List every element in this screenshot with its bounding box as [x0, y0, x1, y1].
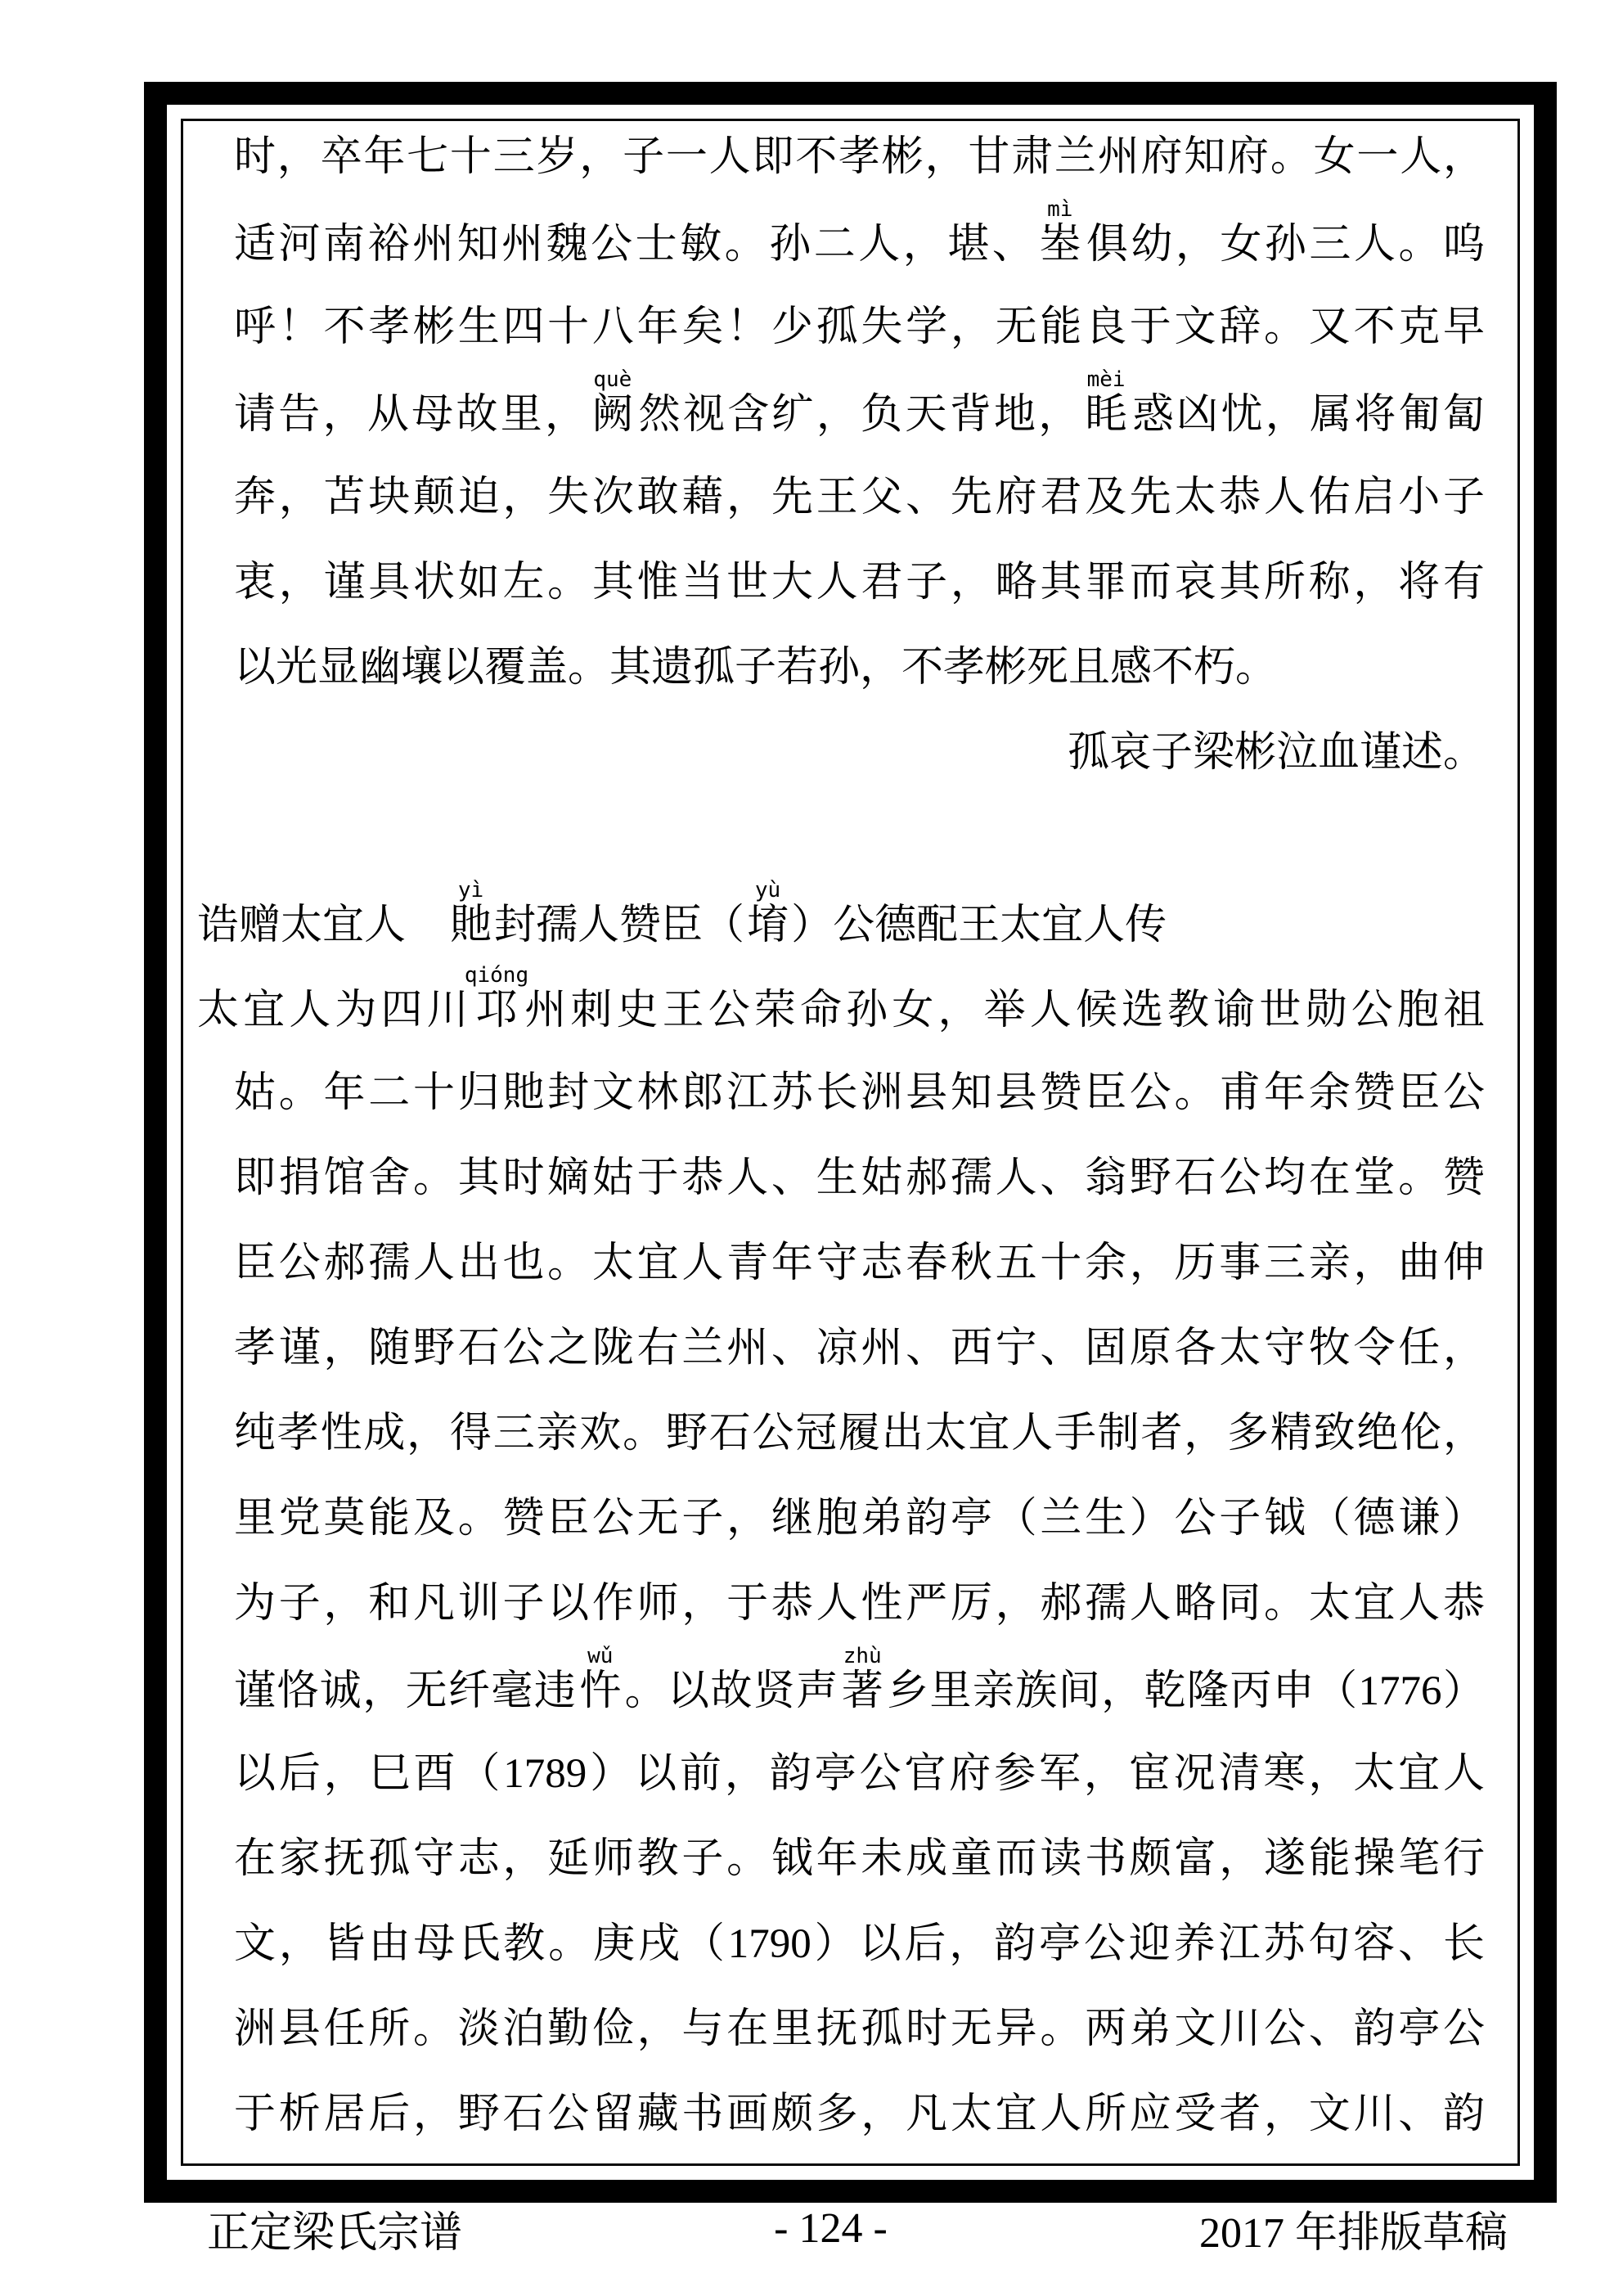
- text-line: 呼！不孝彬生四十八年矣！少孤失学，无能良于文辞。又不克早: [234, 304, 1485, 350]
- text-line: 纯孝性成，得三亲欢。野石公冠履出太宜人手制者，多精致绝伦，: [234, 1411, 1485, 1456]
- text-line: 姑。年二十归貤封文林郎江苏长洲县知县赞臣公。甫年余赞臣公: [234, 1070, 1485, 1116]
- text-line: 文，皆由母氏教。庚戌（1790）以后，韵亭公迎养江苏句容、长: [234, 1921, 1485, 1967]
- ruby-annotated-char: 邛qióng: [464, 963, 529, 1033]
- page-footer: [207, 2204, 1508, 2257]
- ruby-annotated-char: 眊mèi: [1085, 367, 1130, 438]
- text-line: 里党莫能及。赞臣公无子，继胞弟韵亭（兰生）公子钺（德谦）: [234, 1496, 1485, 1542]
- text-line: 以后，巳酉（1789）以前，韵亭公官府参军，宦况清寒，太宜人: [234, 1751, 1485, 1797]
- text-line: 奔，苫块颠迫，失次敢藉，先王父、先府君及先太恭人佑启小子: [234, 475, 1485, 520]
- text-line: [197, 795, 1485, 880]
- text-line: 为子，和凡训子以作师，于恭人性严厉，郝孺人略同。太宜人恭: [234, 1581, 1485, 1627]
- text-line: 请告，从母故里，阙què然视含纩，负天背地，眊mèi惑凶忧，属将匍匐: [234, 367, 1485, 438]
- text-line: 孝谨，随野石公之陇右兰州、凉州、西宁、固原各太守牧令任，: [234, 1326, 1485, 1371]
- ruby-annotated-char: 阙què: [591, 367, 636, 438]
- text-line: 衷，谨具状如左。其惟当世大人君子，略其罪而哀其所称，将有: [234, 560, 1485, 606]
- text-line: 谨恪诚，无纤毫违忤wǔ。以故贤声著zhù乡里亲族间，乾隆丙申（1776）: [234, 1644, 1485, 1714]
- footer-edition-note: 2017 年排版草稿: [1198, 2209, 1508, 2257]
- text-line: 臣公郝孺人出也。太宜人青年守志春秋五十余，历事三亲，曲伸: [234, 1240, 1485, 1286]
- text-line: 以光显幽壤以覆盖。其遗孤子若孙，不孝彬死且感不朽。: [234, 645, 1278, 691]
- ruby-annotated-char: 堉yù: [747, 878, 789, 948]
- text-line: 洲县任所。淡泊勤俭，与在里抚孤时无异。两弟文川公、韵亭公: [234, 2006, 1485, 2052]
- text-line: 于析居后，野石公留藏书画颇多，凡太宜人所应受者，文川、韵: [234, 2091, 1485, 2137]
- text-line: 适河南裕州知州魏公士敏。孙二人，堪、峚mì俱幼，女孙三人。呜: [234, 197, 1485, 268]
- ruby-annotated-char: 忤wǔ: [579, 1644, 623, 1714]
- ruby-annotated-char: 貤yì: [450, 878, 492, 948]
- footer-page-number: - 124 -: [774, 2204, 888, 2252]
- ruby-annotated-char: 峚mì: [1039, 197, 1084, 268]
- text-line: 诰赠太宜人 貤yì封孺人赞臣（堉yù）公德配王太宜人传: [197, 878, 1167, 948]
- text-line: 时，卒年七十三岁，子一人即不孝彬，甘肃兰州府知府。女一人，: [234, 134, 1485, 180]
- ruby-annotated-char: 著zhù: [841, 1644, 885, 1714]
- document-text: [197, 115, 1485, 2157]
- text-line: 在家抚孤守志，延师教子。钺年未成童而读书颇富，遂能操笔行: [234, 1836, 1485, 1882]
- text-line: 太宜人为四川邛qióng州刺史王公荣命孙女，举人候选教谕世勋公胞祖: [197, 963, 1485, 1033]
- text-line: 即捐馆舍。其时嫡姑于恭人、生姑郝孺人、翁野石公均在堂。赞: [234, 1155, 1485, 1201]
- footer-book-title: 正定梁氏宗谱: [207, 2209, 463, 2257]
- text-line: 孤哀子梁彬泣血谨述。: [1067, 730, 1485, 776]
